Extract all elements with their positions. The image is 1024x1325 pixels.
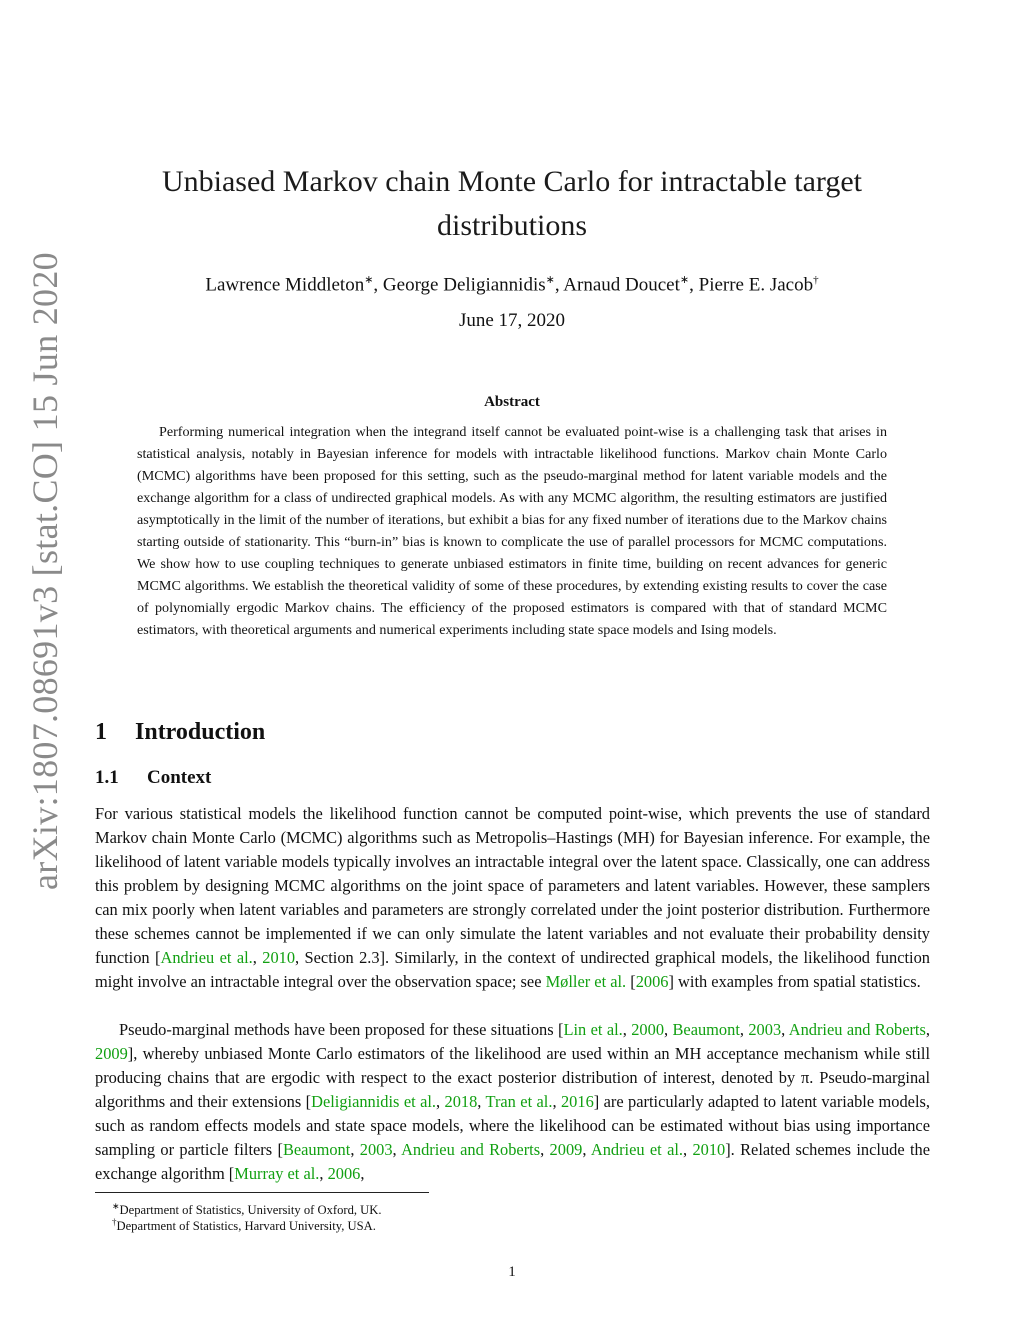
citation-link[interactable]: 2009 — [549, 1140, 583, 1159]
citation-link[interactable]: 2006 — [635, 972, 669, 991]
paragraph-text: ], whereby unbiased Monte Carlo estimators of the likelihood are used within an MH acceptance mechanism while still producing chains that are ergodic with respect to the exact posterior distribution of interest, denoted by π. Pseudo-marginal algorithms and their extensions [ — [95, 1044, 930, 1111]
citation-separator: , — [477, 1092, 486, 1111]
citation-link[interactable]: 2016 — [560, 1092, 594, 1111]
citation-link[interactable]: 2000 — [631, 1020, 665, 1039]
footnote-text: Department of Statistics, Harvard University, USA. — [116, 1219, 376, 1234]
citation-link[interactable]: Andrieu et al. — [590, 1140, 683, 1159]
citation-separator: , — [622, 1020, 632, 1039]
citation-link[interactable]: 2006 — [327, 1164, 361, 1183]
author-separator: , — [689, 274, 699, 296]
citation-link[interactable]: 2010 — [692, 1140, 726, 1159]
paragraph-text: For various statistical models the likelihood function cannot be computed point-wise, which prevents the use of standard Markov chain Monte Carlo (MCMC) algorithms such as Metropolis–Hastings (MH) for Bayesian inference. For example, the likelihood of latent variable models typically involves an intractable integral over the latent space. Classically, one can address this problem by designing MCMC algorithms on the joint space of parameters and latent variables. However, these samplers can mix poorly when latent variables and parameters are strongly correlated under the joint posterior distribution. Furthermore these schemes cannot be implemented if we can only simulate the latent variables and not evaluate their probability density function [ — [95, 804, 930, 967]
footnote-mark: † — [112, 1217, 117, 1227]
citation-link[interactable]: 2018 — [444, 1092, 478, 1111]
citation-link[interactable]: Murray et al. — [234, 1164, 320, 1183]
footnote-divider — [95, 1192, 429, 1193]
citation-separator: , — [350, 1140, 360, 1159]
citation-separator: , — [252, 948, 263, 967]
citation-separator: , — [436, 1092, 445, 1111]
citation-link[interactable]: Andrieu et al. — [160, 948, 253, 967]
paragraph-text: ] are particularly adapted to latent variable models, such as random effects models and state space models, where the likelihood can be estimated without bias using importance sampling or particle filters [ — [95, 1092, 930, 1159]
subsection-number: 1.1 — [95, 767, 119, 788]
citation-link[interactable]: Lin et al. — [563, 1020, 623, 1039]
citation-separator: , — [582, 1140, 591, 1159]
author-name: George Deligiannidis — [382, 274, 546, 296]
citation-separator: , — [781, 1020, 789, 1039]
footnote-text: Department of Statistics, University of Oxford, UK. — [119, 1203, 382, 1218]
citation-link[interactable]: Deligiannidis et al. — [311, 1092, 436, 1111]
citation-separator: , — [360, 1164, 365, 1183]
author-separator: , — [554, 274, 564, 296]
abstract-heading: Abstract — [484, 394, 540, 410]
title-line-2: distributions — [436, 209, 587, 242]
affiliation-mark: ∗ — [364, 274, 374, 286]
citation-separator: [ — [626, 972, 636, 991]
subsection-heading — [95, 765, 211, 791]
paragraph-text: ] with examples from spatial statistics. — [668, 972, 921, 991]
abstract-body: Performing numerical integration when the integrand itself cannot be evaluated point-wise is a challenging task that arises in statistical analysis, notably in Bayesian inference for models with intractable likelihood functions. Markov chain Monte Carlo (MCMC) algorithms have been proposed for this setting, such as the pseudo-marginal method for latent variable models and the exchange algorithm for a class of undirected graphical models. As with any MCMC algorithm, the resulting estimators are justified asymptotically in the limit of the number of iterations, but exhibit a bias for any fixed number of iterations due to the Markov chains starting outside of stationarity. This “burn-in” bias is known to complicate the use of parallel processors for MCMC computations. We show how to use coupling techniques to generate unbiased estimators in finite time, building on recent advances for generic MCMC algorithms. We establish the theoretical validity of some of these procedures, by extending existing results to cover the case of polynomially ergodic Markov chains. The efficiency of the proposed estimators is compared with that of standard MCMC estimators, with theoretical arguments and numerical experiments including state space models and Ising models. — [137, 424, 887, 638]
publication-date: June 17, 2020 — [458, 310, 566, 331]
citation-separator: , — [540, 1140, 550, 1159]
citation-separator: , — [683, 1140, 693, 1159]
body-paragraph — [95, 802, 930, 994]
affiliation-mark: † — [813, 274, 819, 286]
citation-link[interactable]: 2010 — [262, 948, 296, 967]
paper-title — [100, 160, 924, 248]
subsection-title: Context — [147, 767, 212, 788]
citation-separator: , — [664, 1020, 673, 1039]
paragraph-text: Pseudo-marginal methods have been proposed for these situations [ — [119, 1020, 564, 1039]
citation-separator: , — [552, 1092, 561, 1111]
citation-separator: , — [739, 1020, 749, 1039]
paragraph-text: ]. Related schemes include the exchange algorithm [ — [95, 1140, 930, 1183]
author-name: Lawrence Middleton — [205, 274, 365, 296]
citation-link[interactable]: 2003 — [359, 1140, 393, 1159]
author-list — [100, 266, 924, 299]
author-separator: , — [373, 274, 383, 296]
affiliation-mark: ∗ — [545, 274, 555, 286]
page-number: 1 — [508, 1264, 516, 1280]
citation-separator: , — [392, 1140, 402, 1159]
citation-link[interactable]: 2003 — [748, 1020, 782, 1039]
footnote-mark: ∗ — [112, 1201, 120, 1211]
citation-link[interactable]: Møller et al. — [545, 972, 627, 991]
citation-link[interactable]: Beaumont — [672, 1020, 740, 1039]
citation-separator: , — [925, 1020, 930, 1039]
affiliation-mark: ∗ — [679, 274, 690, 286]
author-name: Pierre E. Jacob — [698, 274, 814, 296]
citation-separator: , — [319, 1164, 328, 1183]
section-heading — [95, 716, 265, 748]
footnote — [112, 1214, 376, 1234]
arxiv-identifier-stamp: arXiv:1807.08691v3 [stat.CO] 15 Jun 2020 — [25, 252, 65, 890]
citation-link[interactable]: Andrieu and Roberts — [401, 1140, 541, 1159]
citation-link[interactable]: 2009 — [95, 1044, 128, 1063]
author-name: Arnaud Doucet — [563, 274, 680, 296]
title-line-1: Unbiased Markov chain Monte Carlo for intractable target — [161, 165, 863, 198]
citation-link[interactable]: Andrieu and Roberts — [788, 1020, 926, 1039]
paragraph-text: , Section 2.3]. Similarly, in the context of undirected graphical models, the likelihood function might involve an intractable integral over the observation space; see — [95, 948, 930, 991]
citation-link[interactable]: Tran et al. — [485, 1092, 553, 1111]
body-paragraph — [95, 1018, 930, 1186]
section-number: 1 — [95, 719, 107, 745]
section-title: Introduction — [135, 719, 266, 745]
citation-link[interactable]: Beaumont — [282, 1140, 351, 1159]
